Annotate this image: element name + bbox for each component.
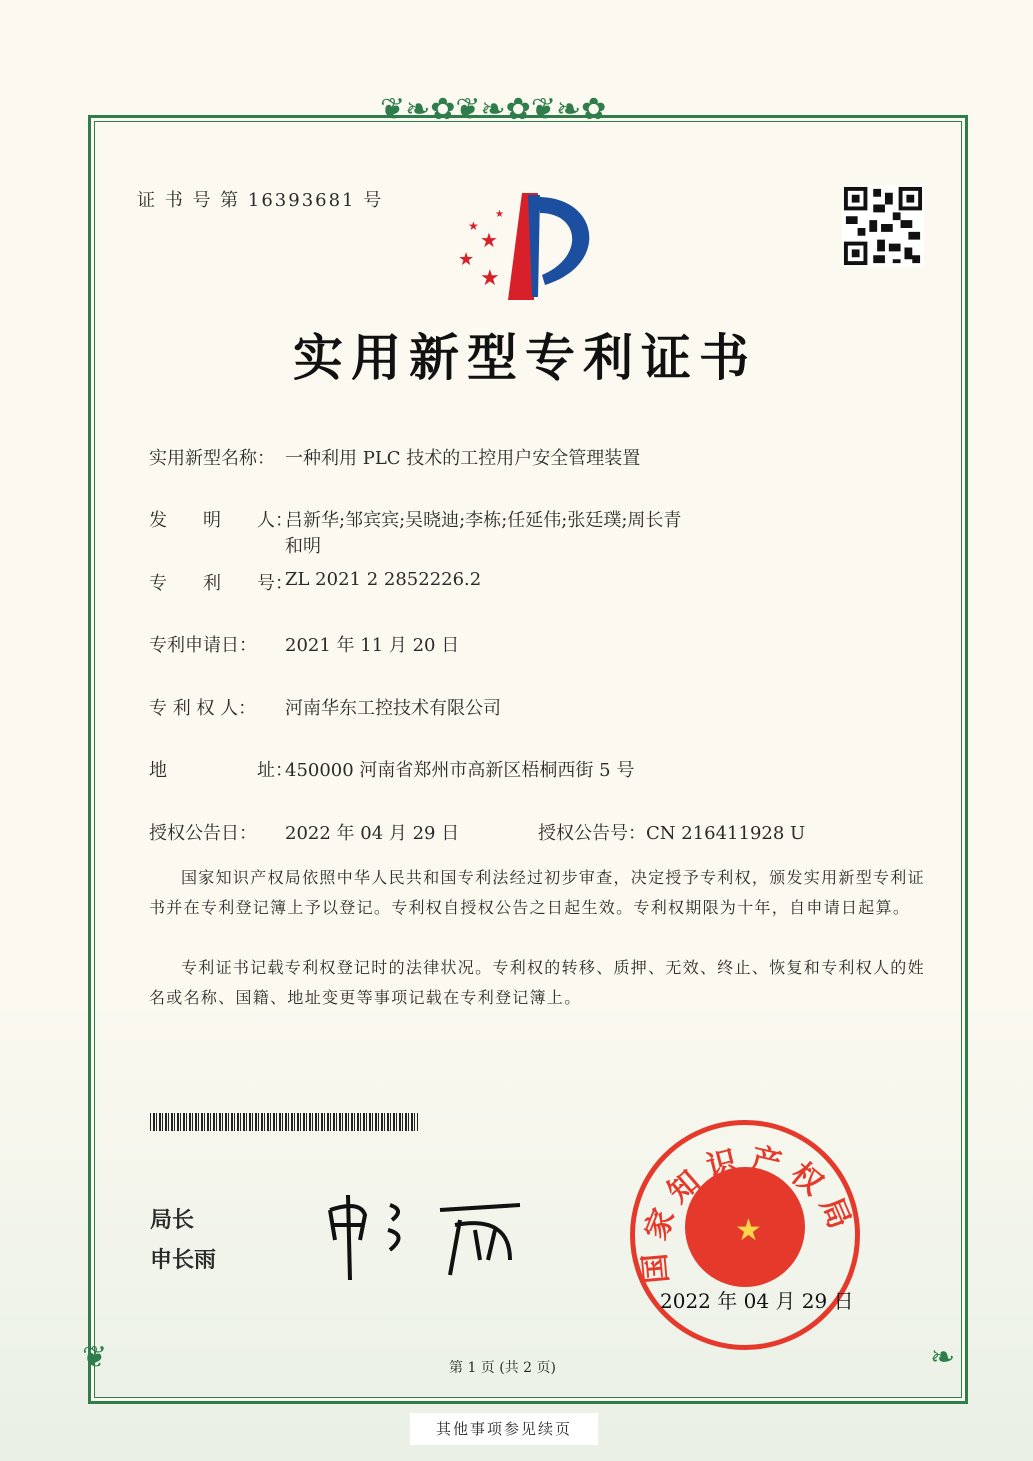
barcode [150,1113,418,1131]
field-value: 一种利用 PLC 技术的工控用户安全管理装置 [285,448,641,469]
certificate-number: 证 书 号 第 16393681 号 [137,190,384,211]
inventors-line1: 吕新华;邹宾宾;吴晓迪;李栋;任延伟;张廷璞;周长青 [285,510,682,531]
field-value: 450000 河南省郑州市高新区梧桐西街 5 号 [285,760,635,781]
svg-text:★: ★ [458,249,475,270]
field-application-date [149,631,459,657]
field-patentee [149,694,501,720]
field-label: 授权公告日： [149,823,257,844]
inventors-line2: 和明 [285,536,321,557]
field-label: 实用新型名称： [149,448,275,469]
official-seal [630,1120,860,1350]
field-name [149,444,640,470]
svg-text:★: ★ [480,228,498,252]
svg-text:国家知识产权局: 国家知识产权局 [636,1141,861,1285]
field-label: 地 址： [149,760,293,781]
page-info: 第 1 页 (共 2 页) [449,1360,556,1376]
field-value: ZL 2021 2 2852226.2 [285,569,482,590]
field-inventors [149,506,681,558]
corner-ornament-left: ❦ [82,1340,108,1375]
qr-code [842,185,924,267]
corner-ornament-right: ❧ [930,1340,956,1375]
svg-text:★: ★ [735,1213,762,1248]
field-label: 专 利 号： [149,573,293,594]
cnipa-logo [450,185,610,305]
field-value: 2021 年 11 月 20 日 [285,635,460,656]
svg-text:★: ★ [495,209,504,220]
certificate-title: 实用新型专利证书 [293,328,757,387]
field-label: 授权公告号： [538,823,646,844]
field-value: 河南华东工控技术有限公司 [285,698,501,719]
field-address [149,756,634,782]
field-value: 2022 年 04 月 29 日 [285,823,460,844]
field-patent-number [149,569,481,595]
field-label: 发 明 人： [149,510,293,531]
svg-text:★: ★ [480,266,500,291]
field-value [285,506,681,558]
footer-note: 其他事项参见续页 [410,1413,598,1445]
field-announce-number [538,819,805,845]
svg-text:★: ★ [468,219,479,233]
chief-name: 申长雨 [150,1247,217,1273]
seal-text [635,1125,865,1355]
field-label: 专 利 权 人： [149,698,257,719]
chief-title: 局长 [150,1207,195,1233]
field-label: 专利申请日： [149,635,257,656]
field-value: CN 216411928 U [646,823,806,844]
seal-date: 2022 年 04 月 29 日 [660,1289,854,1313]
top-ornament: ❦❧✿❦❧✿❦❧✿ [380,92,607,127]
paragraph-grant: 国家知识产权局依照中华人民共和国专利法经过初步审查，决定授予专利权，颁发实用新型专利证书并在专利登记簿上予以登记。专利权自授权公告之日起生效。专利权期限为十年，自申请日起算。 [149,868,925,917]
signature [320,1180,540,1290]
field-grant-date [149,819,459,845]
paragraph-legal-status: 专利证书记载专利权登记时的法律状况。专利权的转移、质押、无效、终止、恢复和专利权人的姓名或名称、国籍、地址变更等事项记载在专利登记簿上。 [149,958,925,1007]
